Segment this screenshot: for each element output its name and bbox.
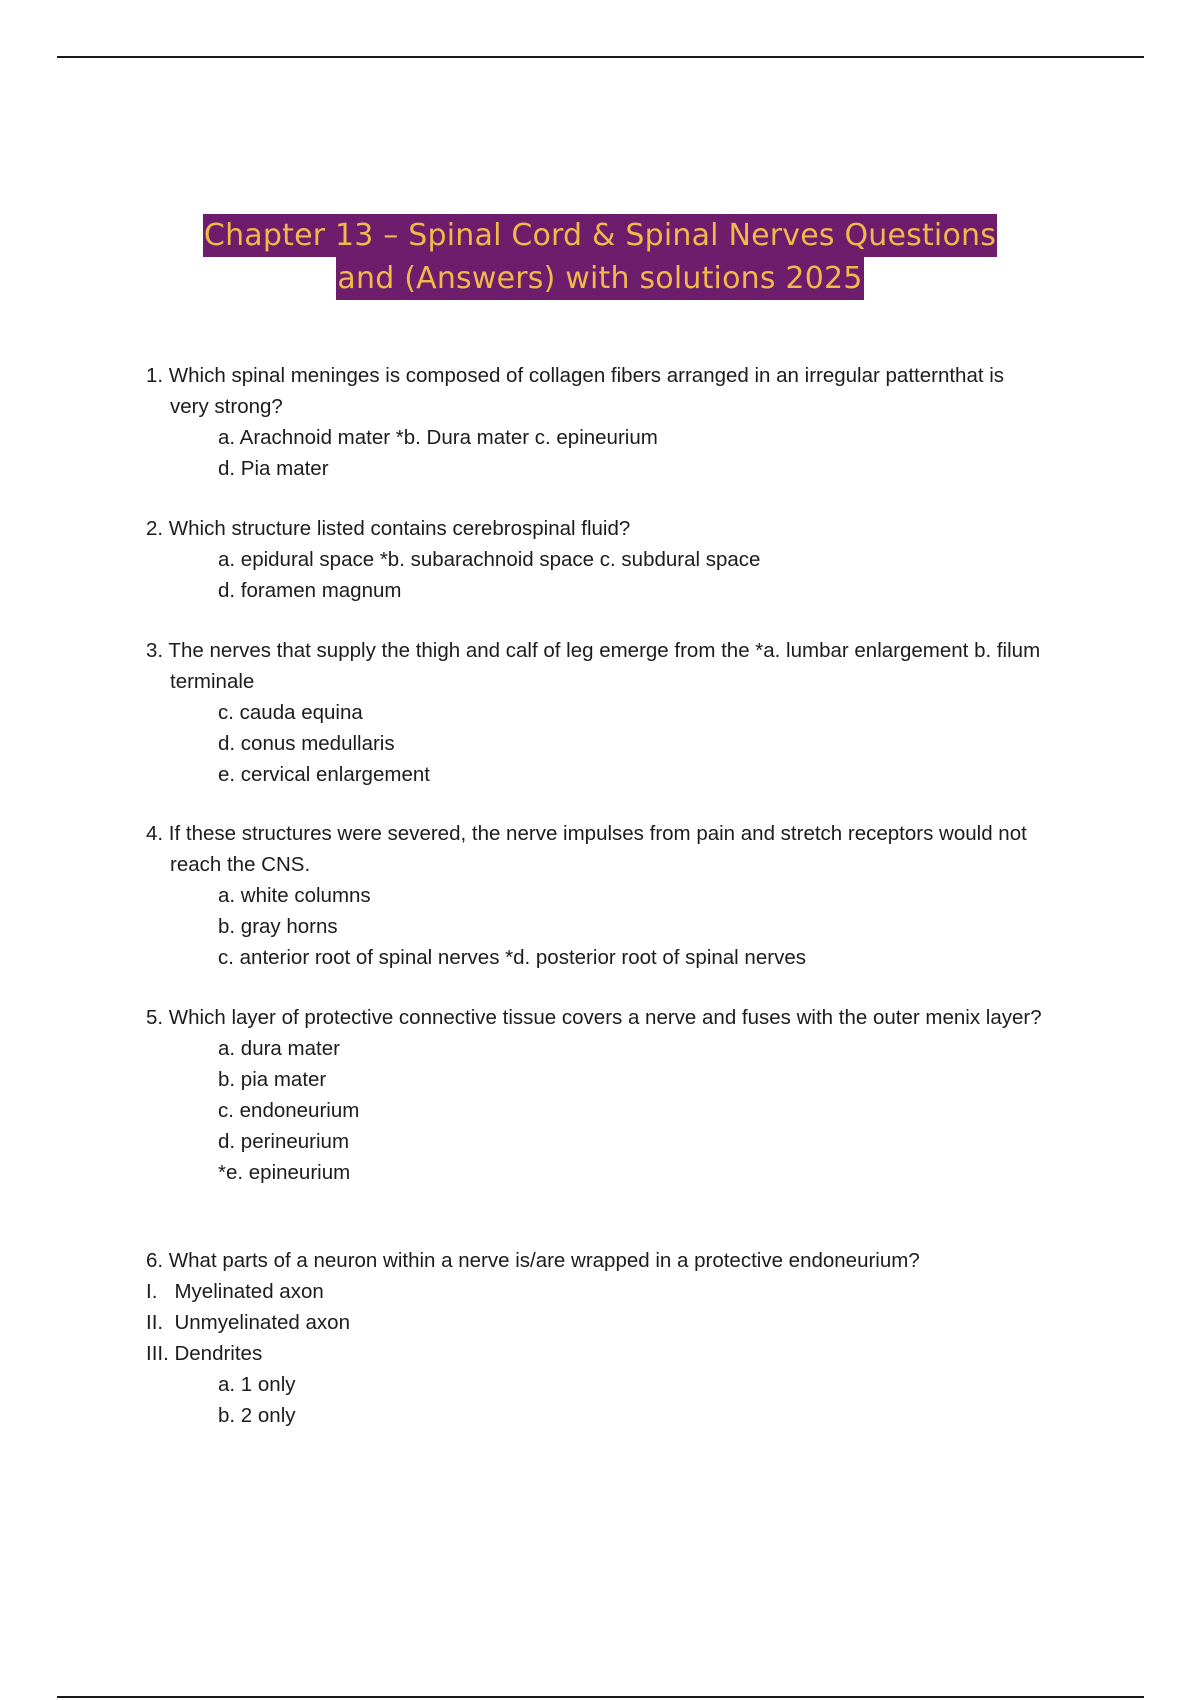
- answer-option: e. cervical enlargement: [218, 763, 430, 786]
- title-line-1: Chapter 13 – Spinal Cord & Spinal Nerves Questions: [203, 214, 997, 257]
- question-text: 5. Which layer of protective connective tissue covers a nerve and fuses with the outer menix layer?: [146, 1006, 1042, 1029]
- answer-option: a. dura mater: [218, 1037, 340, 1060]
- top-divider: [57, 56, 1144, 58]
- question-text: 4. If these structures were severed, the nerve impulses from pain and stretch receptors would not reach the CNS.: [146, 822, 1027, 876]
- answer-option: d. Pia mater: [218, 457, 329, 480]
- question-1: [146, 360, 1046, 484]
- question-6: [146, 1245, 1046, 1431]
- answer-option: a. epidural space *b. subarachnoid space c. subdural space: [218, 548, 761, 571]
- answer-option: c. anterior root of spinal nerves *d. posterior root of spinal nerves: [218, 946, 806, 969]
- question-text: 2. Which structure listed contains cerebrospinal fluid?: [146, 517, 631, 540]
- question-text: 6. What parts of a neuron within a nerve is/are wrapped in a protective endoneurium?: [146, 1249, 920, 1272]
- answer-option: c. endoneurium: [218, 1099, 360, 1122]
- question-3: [146, 635, 1046, 790]
- document-title: [0, 214, 1200, 300]
- question-text: 1. Which spinal meninges is composed of collagen fibers arranged in an irregular patternthat is very strong?: [146, 364, 1005, 418]
- question-text: 3. The nerves that supply the thigh and calf of leg emerge from the *a. lumbar enlargement b. filum terminale: [146, 639, 1041, 693]
- answer-option: d. foramen magnum: [218, 579, 402, 602]
- answer-option: b. pia mater: [218, 1068, 327, 1091]
- answer-option: d. conus medullaris: [218, 732, 395, 755]
- answer-option: *e. epineurium: [218, 1161, 351, 1184]
- roman-item: II. Unmyelinated axon: [146, 1311, 350, 1334]
- answer-option: a. Arachnoid mater *b. Dura mater c. epineurium: [218, 426, 658, 449]
- answer-option: d. perineurium: [218, 1130, 350, 1153]
- question-5: [146, 1002, 1046, 1188]
- answer-option: a. white columns: [218, 884, 371, 907]
- answer-option: b. 2 only: [218, 1404, 296, 1427]
- answer-option: a. 1 only: [218, 1373, 296, 1396]
- roman-item: I. Myelinated axon: [146, 1280, 324, 1303]
- question-4: [146, 818, 1046, 973]
- question-2: [146, 513, 1046, 606]
- bottom-divider: [57, 1696, 1144, 1698]
- answer-option: c. cauda equina: [218, 701, 363, 724]
- title-line-2: and (Answers) with solutions 2025: [336, 257, 863, 300]
- answer-option: b. gray horns: [218, 915, 338, 938]
- roman-item: III. Dendrites: [146, 1342, 263, 1365]
